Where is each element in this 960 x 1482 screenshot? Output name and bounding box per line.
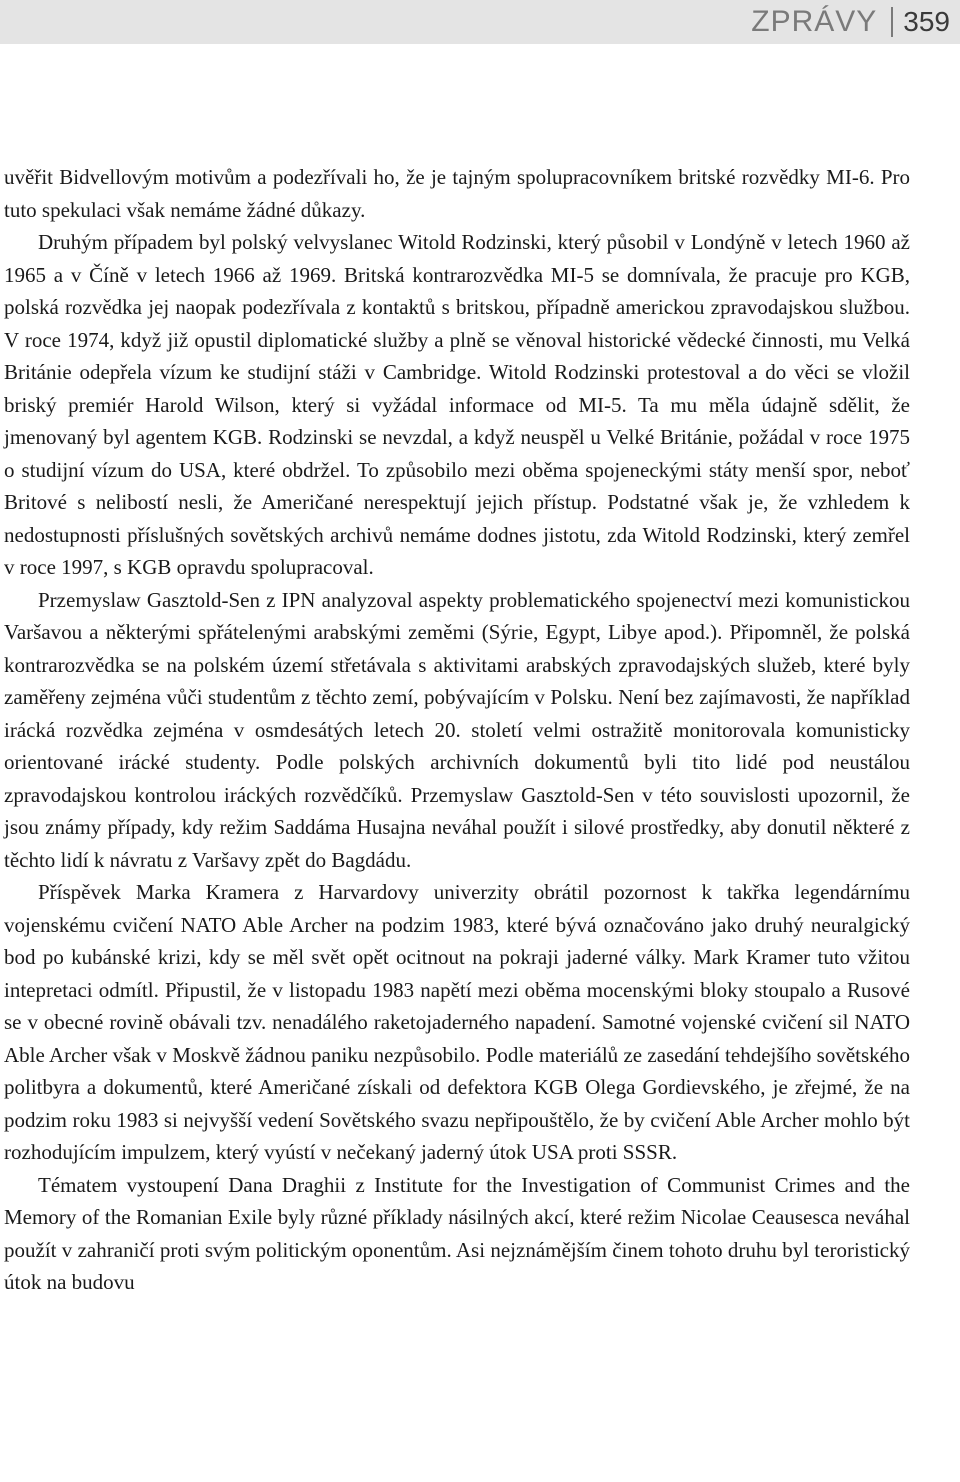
- paragraph-rodzinski: Druhým případem byl polský velvyslanec Witold Rodzinski, který působil v Londýně v letech 1960 až 1965 a v Číně v letech 1966 až 1969. Britská kontrarozvědka MI-5 se domnívala, že pracuje pro KGB, polská rozvědka jej naopak podezřívala z kontaktů s britskou, případně americkou zpravodajskou službou. V roce 1974, když již opustil diplomatické služby a plně se věnoval historické vědecké činnosti, mu Velká Británie odepřela vízum ke studijní stáži v Cambridge. Witold Rodzinski protestoval a do věci se vložil briský premiér Harold Wilson, který si vyžádal informace od MI-5. Ta mu měla údajně sdělit, že jmenovaný byl agentem KGB. Rodzinski se nevzdal, a když neuspěl u Velké Británie, požádal v roce 1975 o studijní vízum do USA, které obdržel. To způsobilo mezi oběma spojeneckými státy menší spor, neboť Britové s nelibostí nesli, že Američané nerespektují jejich přístup. Podstatné však je, že vzhledem k nedostupnosti příslušných sovětských archivů nemáme dodnes jistotu, zda Witold Rodzinski, který zemřel v roce 1997, s KGB opravdu spolupracoval.: [4, 230, 910, 579]
- page-header: [0, 0, 960, 44]
- page-number: 359: [903, 6, 950, 37]
- section-label: ZPRÁVY: [751, 7, 893, 37]
- paragraph-kramer: Příspěvek Marka Kramera z Harvardovy univerzity obrátil pozornost k takřka legendárnímu vojenskému cvičení NATO Able Archer na podzim 1983, které bývá označováno jako druhý neuralgický bod po kubánské krizi, kdy se měl svět opět ocitnout na pokraji jaderné války. Mark Kramer tuto vžitou intepretaci odmítl. Připustil, že v listopadu 1983 napětí mezi oběma mocenskými bloky stoupalo a Rusové se v obecné rovině obávali tzv. nenadálého raketojaderného napadení. Samotné vojenské cvičení sil NATO Able Archer však v Moskvě žádnou paniku nezpůsobilo. Podle materiálů ze zasedání tehdejšího sovětského politbyra a dokumentů, které Američané získali od defektora KGB Olega Gordievského, je zřejmé, že na podzim roku 1983 si nejvyšší vedení Sovětského svazu nepřipouštělo, že by cvičení Able Archer mohlo být rozhodujícím impulzem, který vyústí v nečekaný jaderný útok USA proti SSSR.: [4, 880, 910, 1164]
- paragraph-gasztold-sen: Przemyslaw Gasztold-Sen z IPN analyzoval aspekty problematického spojenectví mezi komunistickou Varšavou a některými spřátelenými arabskými zeměmi (Sýrie, Egypt, Libye apod.). Připomněl, že polská kontrarozvědka se na polském území střetávala s aktivitami arabských zpravodajských služeb, které byly zaměřeny zejména vůči studentům z těchto zemí, pobývajícím v Polsku. Není bez zajímavosti, že například irácká rozvědka zejména v osmdesátých letech 20. století velmi ostražitě monitorovala komunisticky orientované irácké studenty. Podle polských archivních dokumentů byli tito lidé pod neustálou zpravodajskou kontrolou iráckých rozvědčíků. Przemyslaw Gasztold-Sen v této souvislosti upozornil, že jsou známy případy, kdy režim Saddáma Husajna neváhal použít i silové prostředky, aby donutil některé z těchto lidí k návratu z Varšavy zpět do Bagdádu.: [4, 587, 910, 872]
- paragraph-continuation: uvěřit Bidvellovým motivům a podezřívali ho, že je tajným spolupracovníkem britské rozvědky MI-6. Pro tuto spekulaci však nemáme žádné důkazy.: [4, 165, 910, 222]
- article-body: [4, 161, 910, 1299]
- paragraph-draghia: Tématem vystoupení Dana Draghii z Institute for the Investigation of Communist Crimes and the Memory of the Romanian Exile byly různé příklady násilných akcí, které režim Nicolae Ceausesca neváhal použít v zahraničí proti svým politickým oponentům. Asi nejznámějším činem tohoto druhu byl teroristický útok na budovu: [4, 1172, 910, 1294]
